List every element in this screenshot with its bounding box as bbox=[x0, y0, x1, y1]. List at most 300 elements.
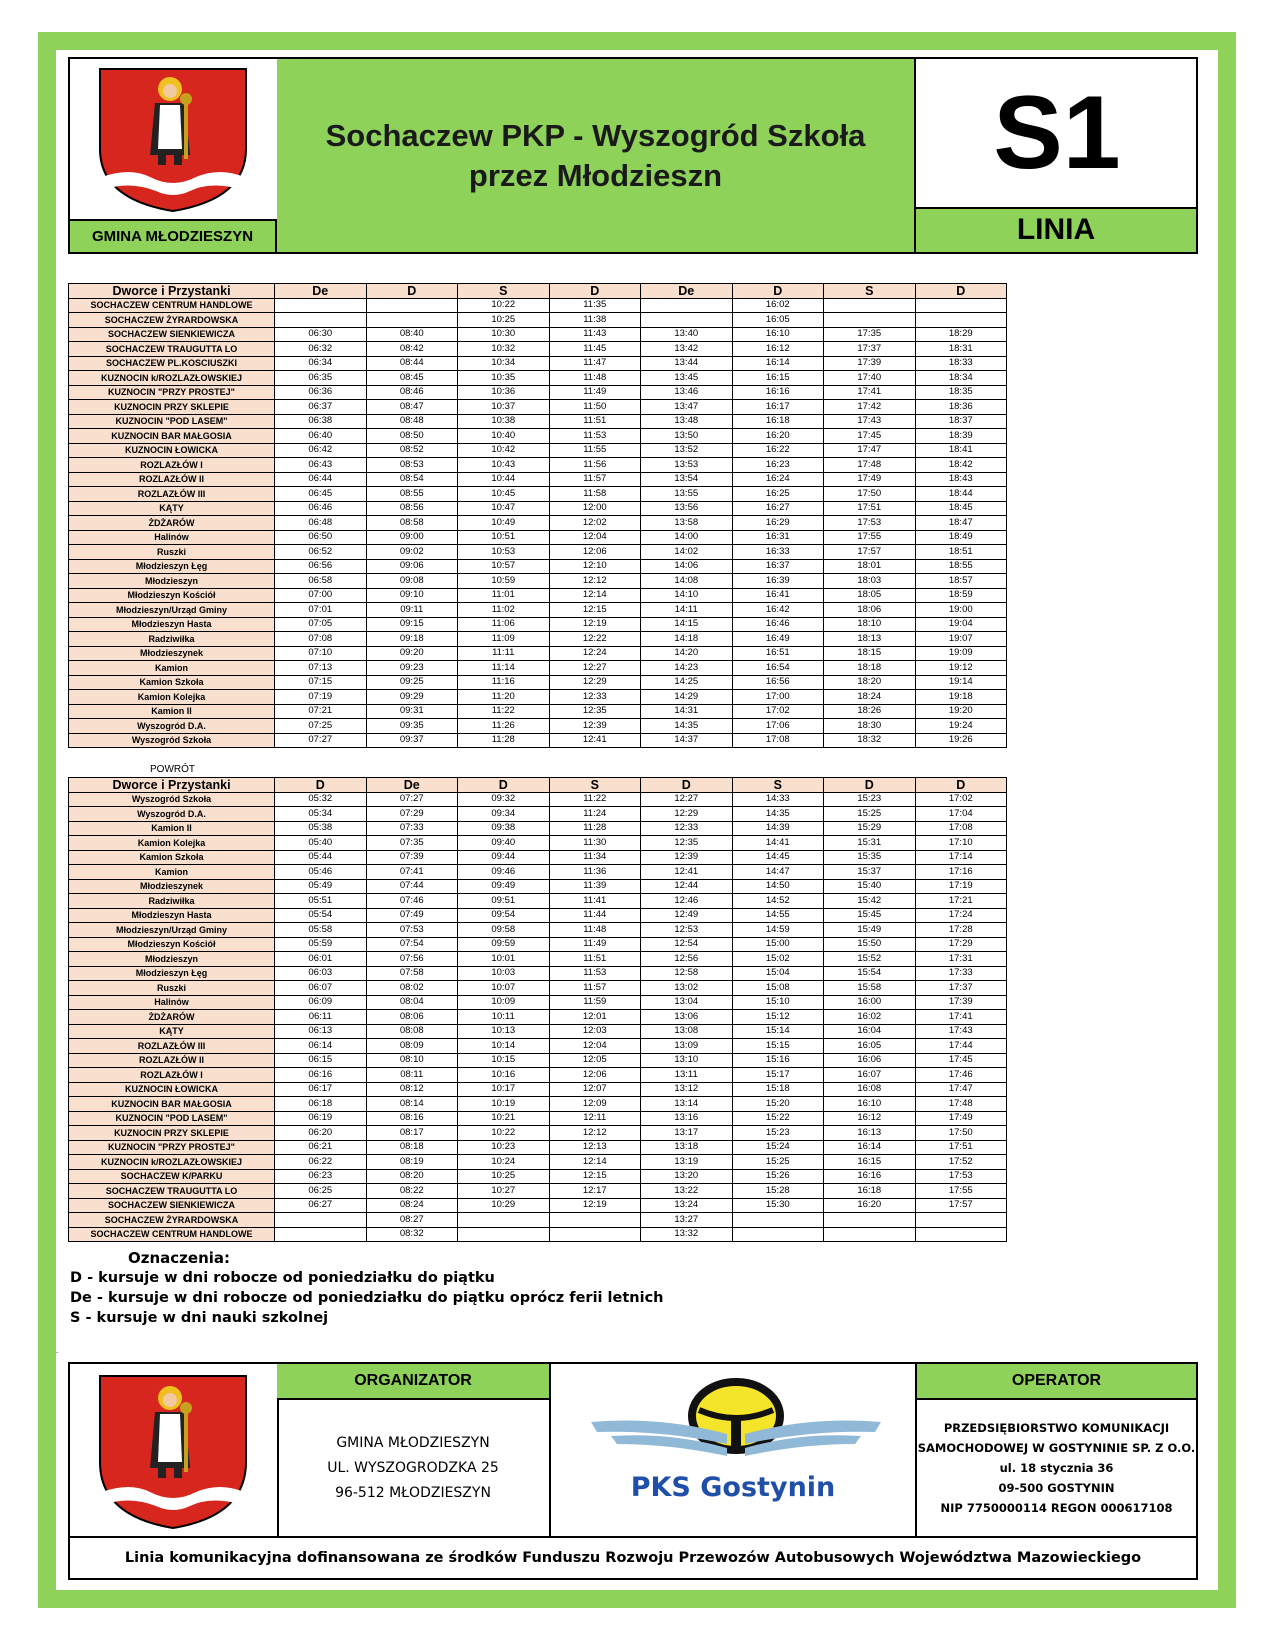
departure-time: 13:32 bbox=[641, 1227, 733, 1242]
departure-time: 06:52 bbox=[275, 545, 367, 560]
departure-time: 07:58 bbox=[366, 966, 458, 981]
departure-time: 15:16 bbox=[732, 1053, 824, 1068]
departure-time: 16:49 bbox=[732, 632, 824, 647]
departure-time: 11:45 bbox=[549, 342, 641, 357]
departure-time: 06:35 bbox=[275, 371, 367, 386]
table-row bbox=[69, 1111, 1007, 1126]
departure-time: 16:10 bbox=[824, 1097, 916, 1112]
table-row bbox=[69, 937, 1007, 952]
stop-name: SOCHACZEW TRAUGUTTA LO bbox=[69, 1184, 275, 1199]
stops-column-header: Dworce i Przystanki bbox=[69, 284, 275, 299]
departure-time: 16:46 bbox=[732, 617, 824, 632]
departure-time: 15:10 bbox=[732, 995, 824, 1010]
departure-time: 12:10 bbox=[549, 559, 641, 574]
departure-time: 11:51 bbox=[549, 952, 641, 967]
departure-time: 09:40 bbox=[458, 836, 550, 851]
stop-name: KUZNOCIN "POD LASEM" bbox=[69, 1111, 275, 1126]
departure-time: 08:09 bbox=[366, 1039, 458, 1054]
departure-time: 16:06 bbox=[824, 1053, 916, 1068]
departure-time: 11:28 bbox=[549, 821, 641, 836]
departure-time: 13:48 bbox=[641, 414, 733, 429]
stop-name: KUZNOCIN "POD LASEM" bbox=[69, 414, 275, 429]
departure-time: 16:27 bbox=[732, 501, 824, 516]
departure-time: 17:51 bbox=[915, 1140, 1007, 1155]
departure-time: 17:49 bbox=[915, 1111, 1007, 1126]
departure-time: 13:24 bbox=[641, 1198, 733, 1213]
departure-time: 06:03 bbox=[275, 966, 367, 981]
departure-time: 11:11 bbox=[458, 646, 550, 661]
departure-time: 12:58 bbox=[641, 966, 733, 981]
departure-time: 07:00 bbox=[275, 588, 367, 603]
stop-name: Kamion Szkoła bbox=[69, 675, 275, 690]
departure-time: 18:15 bbox=[824, 646, 916, 661]
departure-time: 13:52 bbox=[641, 443, 733, 458]
departure-time: 16:00 bbox=[824, 995, 916, 1010]
table-row bbox=[69, 923, 1007, 938]
departure-time: 12:06 bbox=[549, 545, 641, 560]
organizer-line: 96-512 MŁODZIESZYN bbox=[335, 1484, 491, 1501]
departure-time bbox=[549, 1227, 641, 1242]
departure-time: 10:21 bbox=[458, 1111, 550, 1126]
departure-time: 16:02 bbox=[732, 298, 824, 313]
departure-time: 06:44 bbox=[275, 472, 367, 487]
departure-time: 09:54 bbox=[458, 908, 550, 923]
stop-name: Młodzieszyn/Urząd Gminy bbox=[69, 923, 275, 938]
departure-time: 08:02 bbox=[366, 981, 458, 996]
departure-time: 09:15 bbox=[366, 617, 458, 632]
departure-time: 13:09 bbox=[641, 1039, 733, 1054]
departure-time bbox=[915, 1213, 1007, 1228]
departure-time: 16:42 bbox=[732, 603, 824, 618]
operator-line: ul. 18 stycznia 36 bbox=[999, 1461, 1114, 1475]
departure-time: 15:40 bbox=[824, 879, 916, 894]
departure-time: 16:16 bbox=[732, 385, 824, 400]
departure-time: 12:15 bbox=[549, 603, 641, 618]
table-row bbox=[69, 1198, 1007, 1213]
departure-time: 10:22 bbox=[458, 298, 550, 313]
departure-time: 08:06 bbox=[366, 1010, 458, 1025]
table-row bbox=[69, 675, 1007, 690]
departure-time bbox=[366, 313, 458, 328]
departure-time: 06:22 bbox=[275, 1155, 367, 1170]
route-title bbox=[277, 59, 914, 252]
table-row bbox=[69, 1010, 1007, 1025]
departure-time: 17:28 bbox=[915, 923, 1007, 938]
departure-time: 10:43 bbox=[458, 458, 550, 473]
departure-time: 11:49 bbox=[549, 937, 641, 952]
departure-time: 06:14 bbox=[275, 1039, 367, 1054]
table-row bbox=[69, 472, 1007, 487]
departure-time: 06:48 bbox=[275, 516, 367, 531]
departure-time: 09:23 bbox=[366, 661, 458, 676]
service-type-header: D bbox=[732, 284, 824, 299]
departure-time: 17:41 bbox=[824, 385, 916, 400]
departure-time: 14:39 bbox=[732, 821, 824, 836]
departure-time: 14:35 bbox=[641, 719, 733, 734]
table-row bbox=[69, 995, 1007, 1010]
departure-time: 06:37 bbox=[275, 400, 367, 415]
departure-time: 17:14 bbox=[915, 850, 1007, 865]
departure-time: 06:16 bbox=[275, 1068, 367, 1083]
departure-time: 05:58 bbox=[275, 923, 367, 938]
departure-time: 12:29 bbox=[549, 675, 641, 690]
departure-time: 18:30 bbox=[824, 719, 916, 734]
return-header-row bbox=[69, 778, 1007, 793]
stop-name: ROZLAZŁÓW II bbox=[69, 472, 275, 487]
departure-time: 17:50 bbox=[824, 487, 916, 502]
departure-time: 10:44 bbox=[458, 472, 550, 487]
departure-time: 15:15 bbox=[732, 1039, 824, 1054]
departure-time: 18:49 bbox=[915, 530, 1007, 545]
departure-time: 15:23 bbox=[732, 1126, 824, 1141]
departure-time: 10:19 bbox=[458, 1097, 550, 1112]
departure-time: 07:27 bbox=[366, 792, 458, 807]
departure-time: 11:59 bbox=[549, 995, 641, 1010]
table-row bbox=[69, 617, 1007, 632]
departure-time: 05:54 bbox=[275, 908, 367, 923]
departure-time: 10:15 bbox=[458, 1053, 550, 1068]
stop-name: Młodzieszynek bbox=[69, 879, 275, 894]
departure-time: 15:22 bbox=[732, 1111, 824, 1126]
pks-gostynin-logo bbox=[551, 1364, 915, 1536]
departure-time: 19:00 bbox=[915, 603, 1007, 618]
departure-time: 13:45 bbox=[641, 371, 733, 386]
departure-time: 12:14 bbox=[549, 1155, 641, 1170]
departure-time: 13:40 bbox=[641, 327, 733, 342]
departure-time: 17:43 bbox=[824, 414, 916, 429]
departure-time: 17:04 bbox=[915, 807, 1007, 822]
departure-time: 10:32 bbox=[458, 342, 550, 357]
departure-time: 12:46 bbox=[641, 894, 733, 909]
departure-time: 17:43 bbox=[915, 1024, 1007, 1039]
departure-time: 14:31 bbox=[641, 704, 733, 719]
stop-name: Ruszki bbox=[69, 981, 275, 996]
departure-time: 16:20 bbox=[732, 429, 824, 444]
departure-time: 15:24 bbox=[732, 1140, 824, 1155]
departure-time: 14:08 bbox=[641, 574, 733, 589]
departure-time: 17:00 bbox=[732, 690, 824, 705]
departure-time: 12:15 bbox=[549, 1169, 641, 1184]
legend bbox=[70, 1248, 664, 1328]
departure-time: 19:04 bbox=[915, 617, 1007, 632]
departure-time: 14:47 bbox=[732, 865, 824, 880]
departure-time: 18:41 bbox=[915, 443, 1007, 458]
departure-time: 11:06 bbox=[458, 617, 550, 632]
departure-time: 15:02 bbox=[732, 952, 824, 967]
departure-time: 15:17 bbox=[732, 1068, 824, 1083]
departure-time: 16:56 bbox=[732, 675, 824, 690]
footer bbox=[68, 1362, 1198, 1580]
departure-time: 11:16 bbox=[458, 675, 550, 690]
departure-time: 12:17 bbox=[549, 1184, 641, 1199]
departure-time: 11:56 bbox=[549, 458, 641, 473]
departure-time bbox=[915, 298, 1007, 313]
departure-time: 17:24 bbox=[915, 908, 1007, 923]
service-type-header: D bbox=[458, 778, 550, 793]
service-type-header: D bbox=[549, 284, 641, 299]
departure-time: 16:08 bbox=[824, 1082, 916, 1097]
departure-time: 06:43 bbox=[275, 458, 367, 473]
stop-name: KUZNOCIN PRZY SKLEPIE bbox=[69, 400, 275, 415]
departure-time: 14:52 bbox=[732, 894, 824, 909]
departure-time: 17:57 bbox=[915, 1198, 1007, 1213]
stop-name: Młodzieszyn Hasta bbox=[69, 617, 275, 632]
stop-name: KUZNOCIN k/ROZLAZŁOWSKIEJ bbox=[69, 1155, 275, 1170]
departure-time: 09:11 bbox=[366, 603, 458, 618]
departure-time: 10:47 bbox=[458, 501, 550, 516]
departure-time: 17:19 bbox=[915, 879, 1007, 894]
gmina-label: GMINA MŁODZIESZYN bbox=[70, 219, 277, 252]
departure-time: 06:34 bbox=[275, 356, 367, 371]
stop-name: Wyszogród D.A. bbox=[69, 807, 275, 822]
departure-time: 11:51 bbox=[549, 414, 641, 429]
departure-time: 13:08 bbox=[641, 1024, 733, 1039]
departure-time: 16:05 bbox=[732, 313, 824, 328]
departure-time: 15:45 bbox=[824, 908, 916, 923]
departure-time: 16:15 bbox=[732, 371, 824, 386]
departure-time bbox=[824, 313, 916, 328]
table-row bbox=[69, 559, 1007, 574]
table-row bbox=[69, 879, 1007, 894]
departure-time: 07:39 bbox=[366, 850, 458, 865]
stop-name: ROZLAZŁÓW II bbox=[69, 1053, 275, 1068]
stop-name: ROZLAZŁÓW I bbox=[69, 1068, 275, 1083]
departure-time bbox=[366, 298, 458, 313]
route-title-line2: przez Młodzieszn bbox=[468, 157, 723, 193]
departure-time: 12:24 bbox=[549, 646, 641, 661]
funding-note: Linia komunikacyjna dofinansowana ze środków Funduszu Rozwoju Przewozów Autobusowych Województwa Mazowieckiego bbox=[70, 1536, 1196, 1578]
departure-time: 11:20 bbox=[458, 690, 550, 705]
line-label: LINIA bbox=[914, 207, 1196, 252]
departure-time: 13:47 bbox=[641, 400, 733, 415]
table-row bbox=[69, 661, 1007, 676]
departure-time: 16:54 bbox=[732, 661, 824, 676]
stop-name: Młodzieszyn Hasta bbox=[69, 908, 275, 923]
table-row bbox=[69, 385, 1007, 400]
departure-time: 10:35 bbox=[458, 371, 550, 386]
departure-time: 08:56 bbox=[366, 501, 458, 516]
departure-time: 13:53 bbox=[641, 458, 733, 473]
table-row bbox=[69, 356, 1007, 371]
departure-time: 09:49 bbox=[458, 879, 550, 894]
departure-time: 18:43 bbox=[915, 472, 1007, 487]
stop-name: Młodzieszyn bbox=[69, 574, 275, 589]
departure-time: 13:18 bbox=[641, 1140, 733, 1155]
departure-time: 08:55 bbox=[366, 487, 458, 502]
departure-time: 18:51 bbox=[915, 545, 1007, 560]
departure-time: 17:53 bbox=[824, 516, 916, 531]
departure-time: 18:42 bbox=[915, 458, 1007, 473]
departure-time: 13:11 bbox=[641, 1068, 733, 1083]
departure-time: 05:32 bbox=[275, 792, 367, 807]
departure-time: 18:20 bbox=[824, 675, 916, 690]
departure-time: 08:27 bbox=[366, 1213, 458, 1228]
departure-time: 06:20 bbox=[275, 1126, 367, 1141]
departure-time: 17:52 bbox=[915, 1155, 1007, 1170]
departure-time: 13:16 bbox=[641, 1111, 733, 1126]
departure-time: 16:16 bbox=[824, 1169, 916, 1184]
table-row bbox=[69, 429, 1007, 444]
departure-time: 09:08 bbox=[366, 574, 458, 589]
departure-time: 16:10 bbox=[732, 327, 824, 342]
departure-time: 14:20 bbox=[641, 646, 733, 661]
stop-name: Kamion II bbox=[69, 704, 275, 719]
departure-time bbox=[824, 298, 916, 313]
departure-time: 09:25 bbox=[366, 675, 458, 690]
departure-time: 15:52 bbox=[824, 952, 916, 967]
stop-name: KUZNOCIN BAR MAŁGOSIA bbox=[69, 1097, 275, 1112]
departure-time: 19:07 bbox=[915, 632, 1007, 647]
departure-time: 15:12 bbox=[732, 1010, 824, 1025]
stop-name: KUZNOCIN BAR MAŁGOSIA bbox=[69, 429, 275, 444]
departure-time: 18:44 bbox=[915, 487, 1007, 502]
departure-time: 16:31 bbox=[732, 530, 824, 545]
stop-name: Kamion bbox=[69, 865, 275, 880]
table-row bbox=[69, 1155, 1007, 1170]
route-title-line1: Sochaczew PKP - Wyszogród Szkoła bbox=[325, 117, 866, 153]
departure-time: 16:12 bbox=[824, 1111, 916, 1126]
departure-time: 12:03 bbox=[549, 1024, 641, 1039]
departure-time: 09:34 bbox=[458, 807, 550, 822]
service-type-header: D bbox=[915, 284, 1007, 299]
departure-time: 15:31 bbox=[824, 836, 916, 851]
departure-time: 13:06 bbox=[641, 1010, 733, 1025]
departure-time: 15:08 bbox=[732, 981, 824, 996]
stop-name: Wyszogród D.A. bbox=[69, 719, 275, 734]
departure-time: 06:15 bbox=[275, 1053, 367, 1068]
departure-time: 17:08 bbox=[915, 821, 1007, 836]
departure-time: 06:01 bbox=[275, 952, 367, 967]
operator-line: SAMOCHODOWEJ W GOSTYNINIE SP. Z O.O. bbox=[917, 1441, 1196, 1455]
departure-time: 16:15 bbox=[824, 1155, 916, 1170]
departure-time bbox=[275, 1213, 367, 1228]
departure-time bbox=[824, 1213, 916, 1228]
departure-time: 11:38 bbox=[549, 313, 641, 328]
stop-name: Młodzieszyn Kościół bbox=[69, 588, 275, 603]
departure-time: 08:08 bbox=[366, 1024, 458, 1039]
departure-time: 17:46 bbox=[915, 1068, 1007, 1083]
departure-time: 05:38 bbox=[275, 821, 367, 836]
stop-name: Kamion bbox=[69, 661, 275, 676]
stop-name: Młodzieszynek bbox=[69, 646, 275, 661]
departure-time: 17:02 bbox=[915, 792, 1007, 807]
departure-time: 12:53 bbox=[641, 923, 733, 938]
stop-name: ŻDŻARÓW bbox=[69, 516, 275, 531]
stop-name: KUZNOCIN "PRZY PROSTEJ" bbox=[69, 1140, 275, 1155]
stop-name: KUZNOCIN ŁOWICKA bbox=[69, 443, 275, 458]
stops-column-header: Dworce i Przystanki bbox=[69, 778, 275, 793]
departure-time: 11:48 bbox=[549, 923, 641, 938]
table-row bbox=[69, 298, 1007, 313]
departure-time: 11:28 bbox=[458, 733, 550, 748]
departure-time: 14:35 bbox=[732, 807, 824, 822]
departure-time: 12:12 bbox=[549, 574, 641, 589]
departure-time: 18:34 bbox=[915, 371, 1007, 386]
table-row bbox=[69, 1068, 1007, 1083]
departure-time: 10:42 bbox=[458, 443, 550, 458]
stop-name: ROZLAZŁÓW III bbox=[69, 1039, 275, 1054]
table-row bbox=[69, 516, 1007, 531]
departure-time: 16:51 bbox=[732, 646, 824, 661]
departure-time bbox=[275, 298, 367, 313]
departure-time: 13:46 bbox=[641, 385, 733, 400]
operator-line: 09-500 GOSTYNIN bbox=[998, 1481, 1115, 1495]
departure-time: 06:19 bbox=[275, 1111, 367, 1126]
table-row bbox=[69, 646, 1007, 661]
departure-time: 17:31 bbox=[915, 952, 1007, 967]
departure-time: 12:07 bbox=[549, 1082, 641, 1097]
departure-time: 06:21 bbox=[275, 1140, 367, 1155]
departure-time bbox=[275, 1227, 367, 1242]
departure-time bbox=[641, 298, 733, 313]
departure-time: 18:01 bbox=[824, 559, 916, 574]
departure-time: 19:20 bbox=[915, 704, 1007, 719]
departure-time: 09:58 bbox=[458, 923, 550, 938]
departure-time: 08:40 bbox=[366, 327, 458, 342]
departure-time: 11:57 bbox=[549, 981, 641, 996]
departure-time: 11:50 bbox=[549, 400, 641, 415]
departure-time: 07:25 bbox=[275, 719, 367, 734]
departure-time: 07:13 bbox=[275, 661, 367, 676]
departure-time: 17:51 bbox=[824, 501, 916, 516]
departure-time: 11:26 bbox=[458, 719, 550, 734]
departure-time: 12:56 bbox=[641, 952, 733, 967]
departure-time: 17:45 bbox=[915, 1053, 1007, 1068]
table-row bbox=[69, 530, 1007, 545]
departure-time: 17:08 bbox=[732, 733, 824, 748]
departure-time: 17:10 bbox=[915, 836, 1007, 851]
table-row bbox=[69, 400, 1007, 415]
departure-time: 14:59 bbox=[732, 923, 824, 938]
departure-time: 07:19 bbox=[275, 690, 367, 705]
departure-time: 09:02 bbox=[366, 545, 458, 560]
table-row bbox=[69, 821, 1007, 836]
departure-time: 14:45 bbox=[732, 850, 824, 865]
departure-time: 13:27 bbox=[641, 1213, 733, 1228]
departure-time bbox=[549, 1213, 641, 1228]
departure-time: 16:25 bbox=[732, 487, 824, 502]
departure-time: 17:41 bbox=[915, 1010, 1007, 1025]
organizer-line: GMINA MŁODZIESZYN bbox=[336, 1434, 490, 1451]
departure-time: 06:11 bbox=[275, 1010, 367, 1025]
departure-time: 08:52 bbox=[366, 443, 458, 458]
departure-time: 12:54 bbox=[641, 937, 733, 952]
table-row bbox=[69, 908, 1007, 923]
departure-time: 19:24 bbox=[915, 719, 1007, 734]
stop-name: Młodzieszyn bbox=[69, 952, 275, 967]
table-row bbox=[69, 443, 1007, 458]
departure-time: 17:39 bbox=[915, 995, 1007, 1010]
departure-time: 12:01 bbox=[549, 1010, 641, 1025]
departure-time: 13:55 bbox=[641, 487, 733, 502]
departure-time: 07:46 bbox=[366, 894, 458, 909]
departure-time: 06:27 bbox=[275, 1198, 367, 1213]
table-row bbox=[69, 414, 1007, 429]
departure-time: 17:16 bbox=[915, 865, 1007, 880]
departure-time: 15:14 bbox=[732, 1024, 824, 1039]
table-row bbox=[69, 1213, 1007, 1228]
departure-time: 11:57 bbox=[549, 472, 641, 487]
departure-time: 09:59 bbox=[458, 937, 550, 952]
departure-time: 06:40 bbox=[275, 429, 367, 444]
stop-name: Wyszogród Szkoła bbox=[69, 733, 275, 748]
departure-time: 14:15 bbox=[641, 617, 733, 632]
departure-time: 15:25 bbox=[732, 1155, 824, 1170]
departure-time: 09:06 bbox=[366, 559, 458, 574]
departure-time: 16:33 bbox=[732, 545, 824, 560]
departure-time: 08:12 bbox=[366, 1082, 458, 1097]
organizer-heading: ORGANIZATOR bbox=[277, 1364, 551, 1400]
